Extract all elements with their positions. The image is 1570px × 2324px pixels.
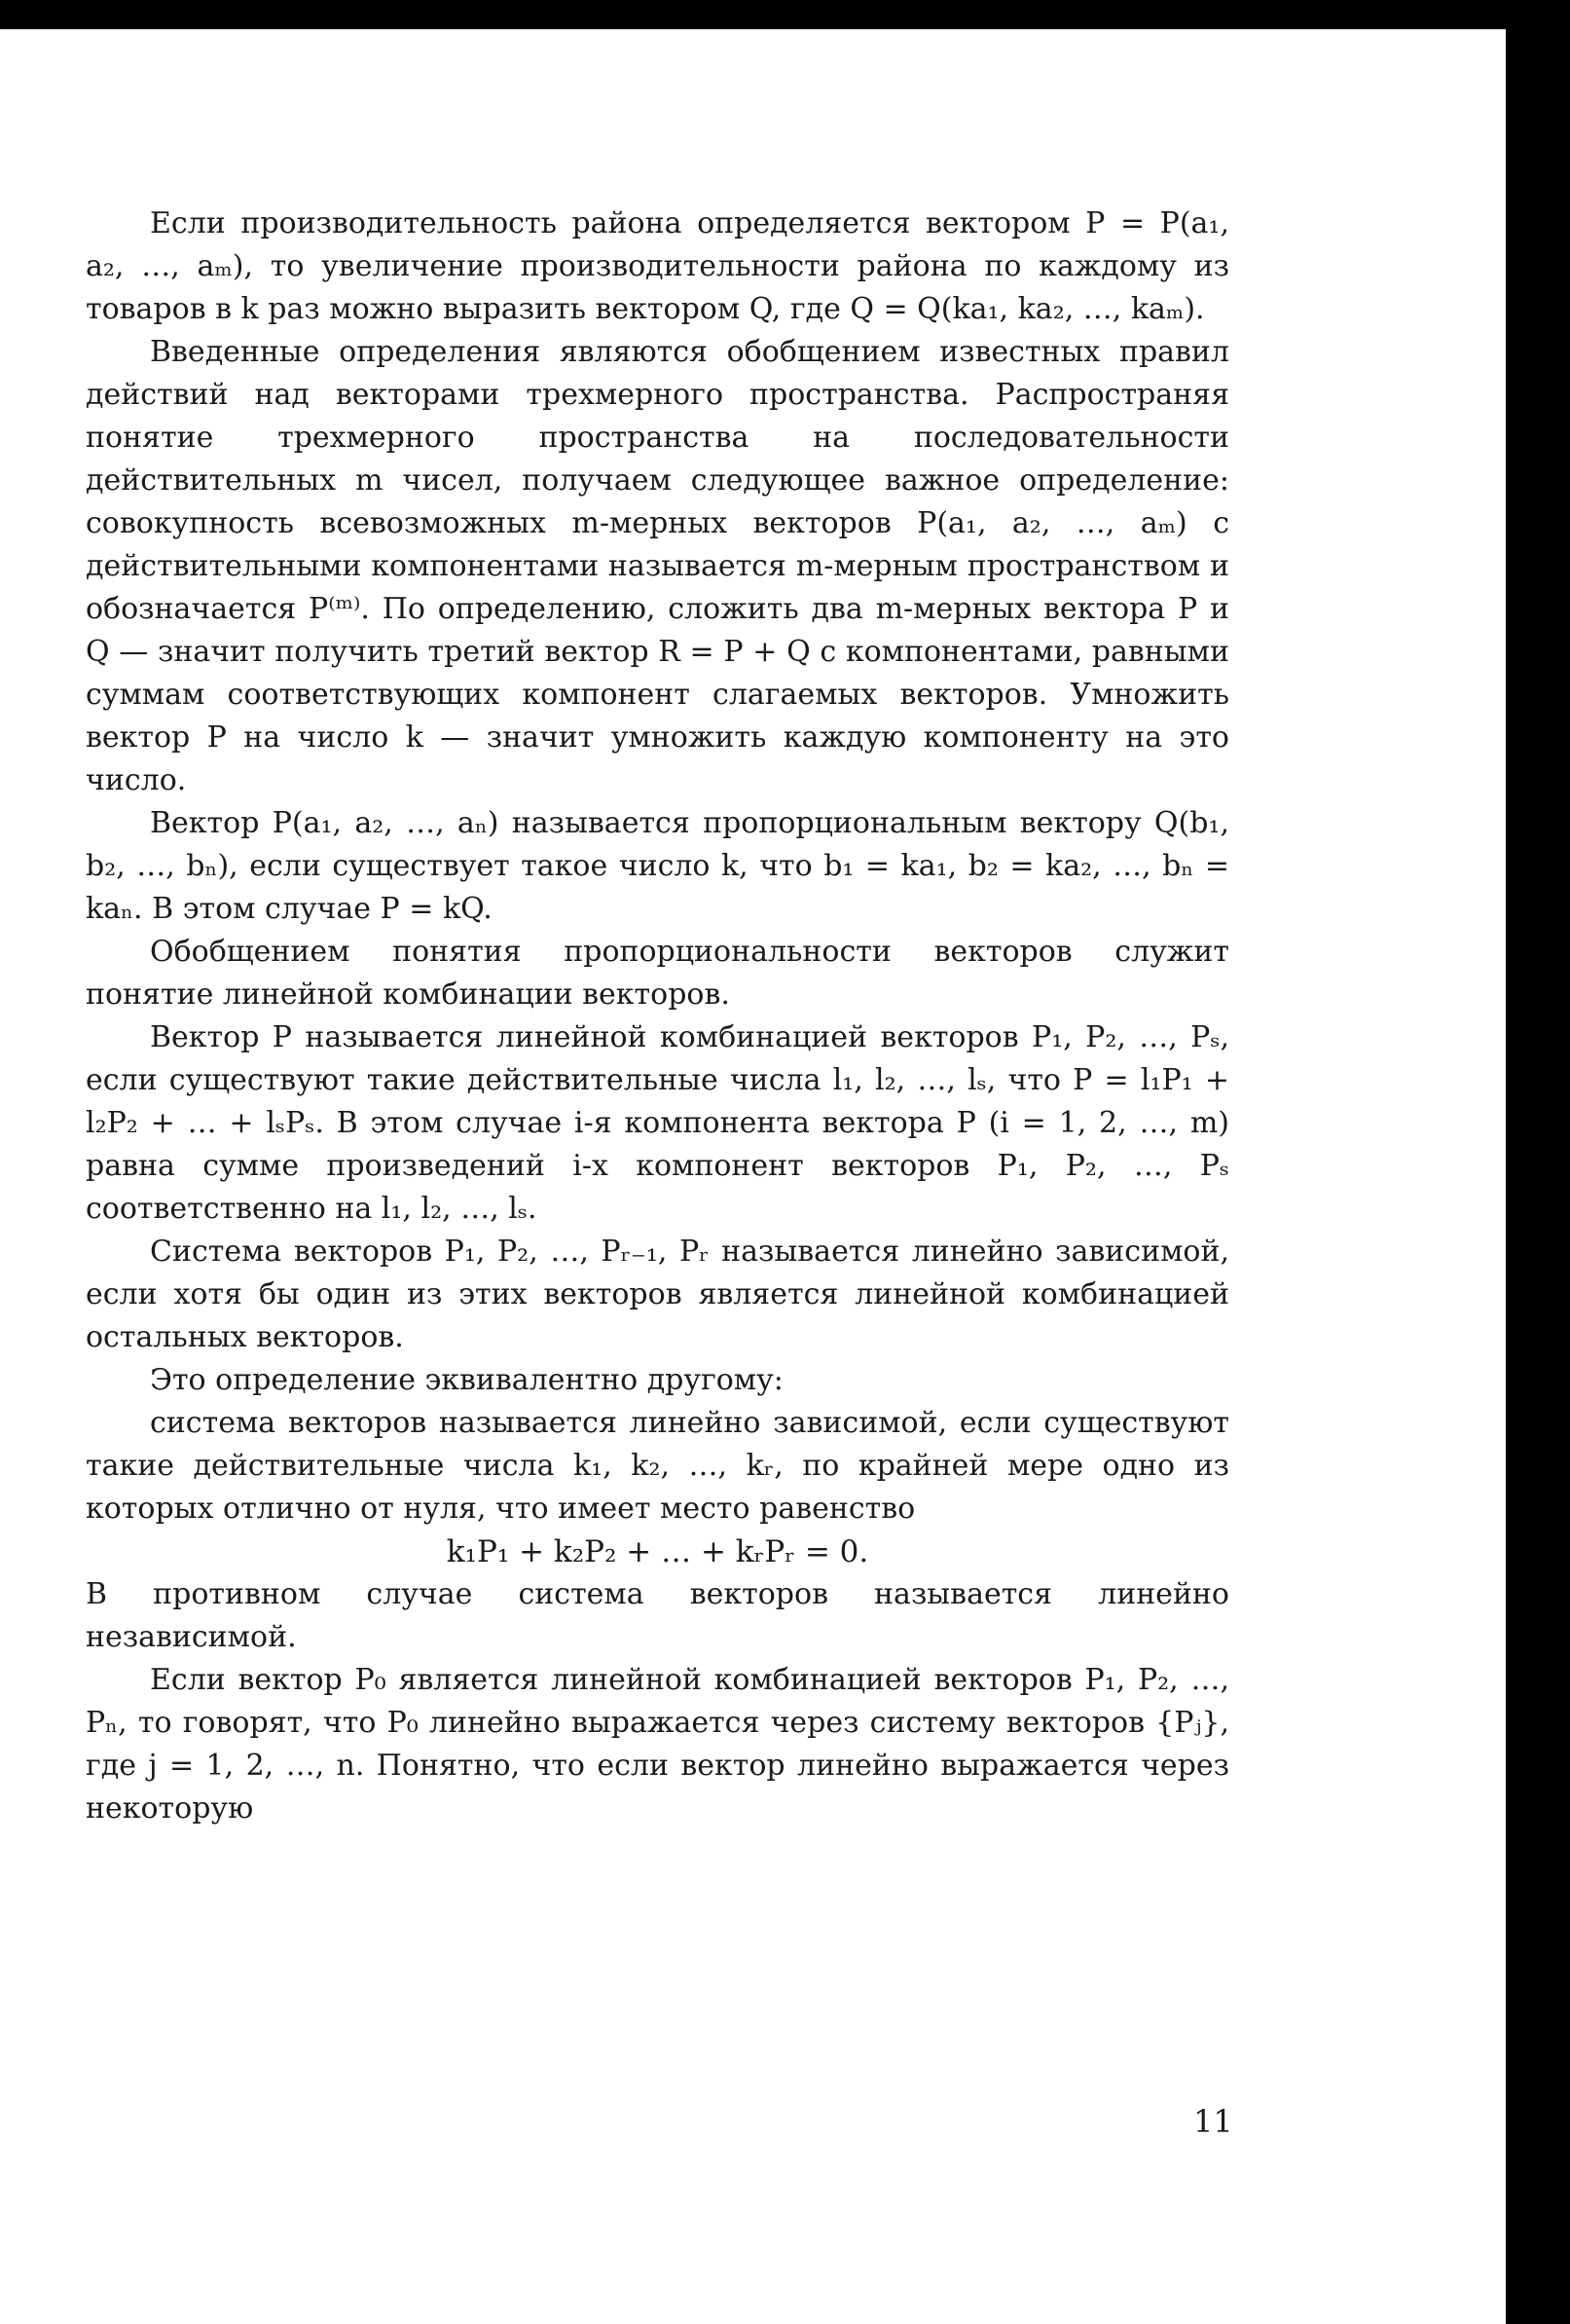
paragraph-3: Вектор P(a₁, a₂, …, aₙ) называется пропорциональным вектору Q(b₁, b₂, …, bₙ), если существует такое число k, что b₁ = ka₁, b₂ = ka₂, …, bₙ = kaₙ. В этом случае P = kQ.	[86, 806, 1229, 926]
scan-right-border	[1506, 0, 1570, 2324]
paragraph-1: Если производительность района определяется вектором P = P(a₁, a₂, …, aₘ), то увеличение производительности района по каждому из товаров в k раз можно выразить вектором Q, где Q = Q(ka₁, ka₂, …, kaₘ).	[86, 206, 1229, 326]
paragraph-last: Если вектор P₀ является линейной комбинацией векторов P₁, P₂, …, Pₙ, то говорят, что P₀ линейно выражается через систему векторов {Pⱼ}, где j = 1, 2, …, n. Понятно, что если вектор линейно выражается через некоторую	[86, 1663, 1229, 1826]
equation: k₁P₁ + k₂P₂ + … + kᵣPᵣ = 0.	[446, 1534, 869, 1569]
paragraph-8: система векторов называется линейно зависимой, если существуют такие действительные числа k₁, k₂, …, kᵣ, по крайней мере одно из которых отлично от нуля, что имеет место равенство	[86, 1406, 1229, 1526]
page-number: 11	[1193, 2103, 1233, 2140]
paragraph-6: Система векторов P₁, P₂, …, Pᵣ₋₁, Pᵣ называется линейно зависимой, если хотя бы один из этих векторов является линейной комбинацией остальных векторов.	[86, 1235, 1229, 1354]
paragraph-after-equation: В противном случае система векторов называется линейно независимой.	[86, 1577, 1229, 1654]
scan-top-border	[0, 0, 1570, 29]
paragraph-4: Обобщением понятия пропорциональности векторов служит понятие линейной комбинации векторов.	[86, 935, 1229, 1012]
page-body	[86, 203, 1229, 1830]
paragraph-2: Введенные определения являются обобщением известных правил действий над векторами трехмерного пространства. Распространяя понятие трехмерного пространства на последовательности действительных m чисел, получаем следующее важное определение: совокупность всевозможных m-мерных векторов P(a₁, a₂, …, aₘ) с действительными компонентами называется m-мерным пространством и обозначается P⁽ᵐ⁾. По определению, сложить два m-мерных вектора P и Q — значит получить третий вектор R = P + Q с компонентами, равными суммам соответствующих компонент слагаемых векторов. Умножить вектор P на число k — значит умножить каждую компоненту на это число.	[86, 335, 1229, 797]
paragraph-5: Вектор P называется линейной комбинацией векторов P₁, P₂, …, Pₛ, если существуют такие действительные числа l₁, l₂, …, lₛ, что P = l₁P₁ + l₂P₂ + … + lₛPₛ. В этом случае i-я компонента вектора P (i = 1, 2, …, m) равна сумме произведений i-х компонент векторов P₁, P₂, …, Pₛ соответственно на l₁, l₂, …, lₛ.	[86, 1020, 1229, 1226]
paragraph-7: Это определение эквивалентно другому:	[150, 1363, 784, 1397]
